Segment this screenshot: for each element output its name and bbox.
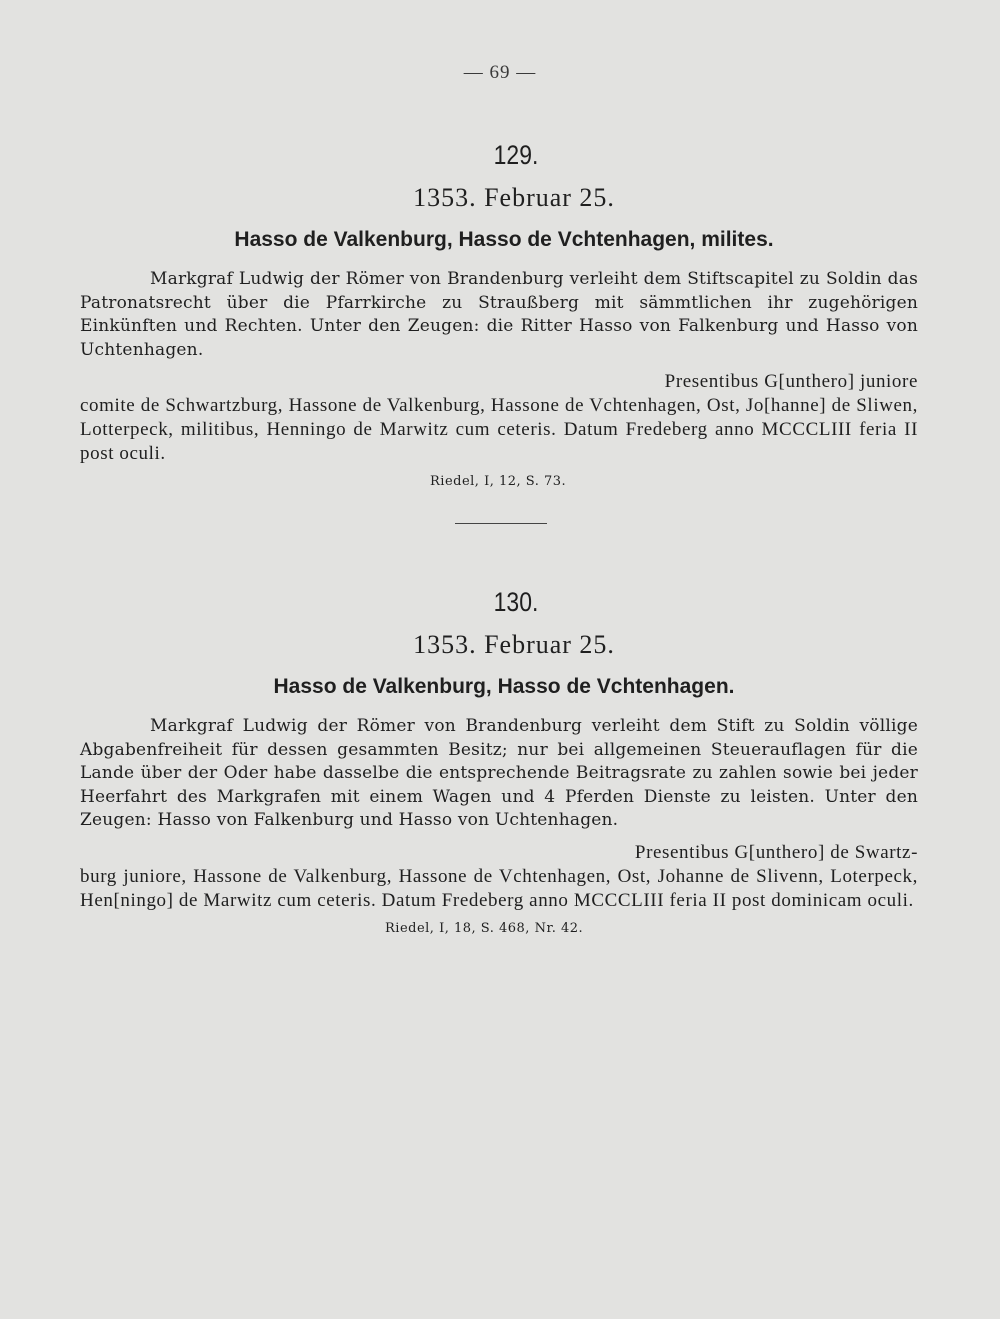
entry-date: 1353. Februar 25. bbox=[413, 183, 615, 212]
latin-source-text bbox=[80, 841, 918, 913]
section-divider bbox=[455, 523, 547, 524]
source-citation: Riedel, I, 18, S. 468, Nr. 42. bbox=[385, 920, 584, 936]
latin-text-lead: Presentibus G[unthero] de Swartz- bbox=[634, 841, 918, 863]
entry-heading: Hasso de Valkenburg, Hasso de Vchtenhagen, milites. bbox=[234, 228, 774, 251]
latin-source-text bbox=[80, 370, 918, 466]
entry-heading: Hasso de Valkenburg, Hasso de Vchtenhagen. bbox=[273, 675, 735, 698]
entry-number: 130. bbox=[493, 587, 539, 617]
entry-number: 129. bbox=[493, 140, 539, 170]
source-citation: Riedel, I, 12, S. 73. bbox=[430, 474, 567, 489]
document-entry-130 bbox=[80, 585, 918, 936]
latin-text-body: comite de Schwartzburg, Hassone de Valkenburg, Hassone de Vchtenhagen, Ost, Jo[hanne] de Sliwen, Lotterpeck, militibus, Henningo de Marwitz cum ceteris. Datum Fredeberg anno MCCCLIII feria II post oculi. bbox=[80, 395, 918, 464]
entry-summary: Markgraf Ludwig der Römer von Brandenburg verleiht dem Stiftscapitel zu Soldin das Patronatsrecht über die Pfarrkirche zu Straußberg mit sämmtlichen ihr zugehörigen Einkünften und Rechten. Unter den Zeugen: die Ritter Hasso von Falkenburg und Hasso von Uchtenhagen. bbox=[80, 269, 918, 360]
document-entry-129 bbox=[80, 138, 918, 489]
latin-text-lead: Presentibus G[unthero] juniore bbox=[664, 371, 918, 392]
page-number: — 69 — bbox=[463, 62, 537, 83]
latin-text-body: burg juniore, Hassone de Valkenburg, Hassone de Vchtenhagen, Ost, Johanne de Slivenn, Loterpeck, Hen[ningo] de Marwitz cum ceteris. Datum Fredeberg anno MCCCLIII feria II post dominicam oculi. bbox=[80, 865, 918, 911]
entry-summary: Markgraf Ludwig der Römer von Brandenburg verleiht dem Stift zu Soldin völlige Abgabenfreiheit für dessen gesammten Besitz; nur bei allgemeinen Steuerauflagen für die Lande über der Oder habe dasselbe die entsprechende Beitragsrate zu zahlen sowie bei jeder Heerfahrt des Markgrafen mit einem Wagen und 4 Pferden Dienste zu leisten. Unter den Zeugen: Hasso von Falkenburg und Hasso von Uchtenhagen. bbox=[80, 716, 918, 830]
entry-date: 1353. Februar 25. bbox=[413, 630, 615, 659]
